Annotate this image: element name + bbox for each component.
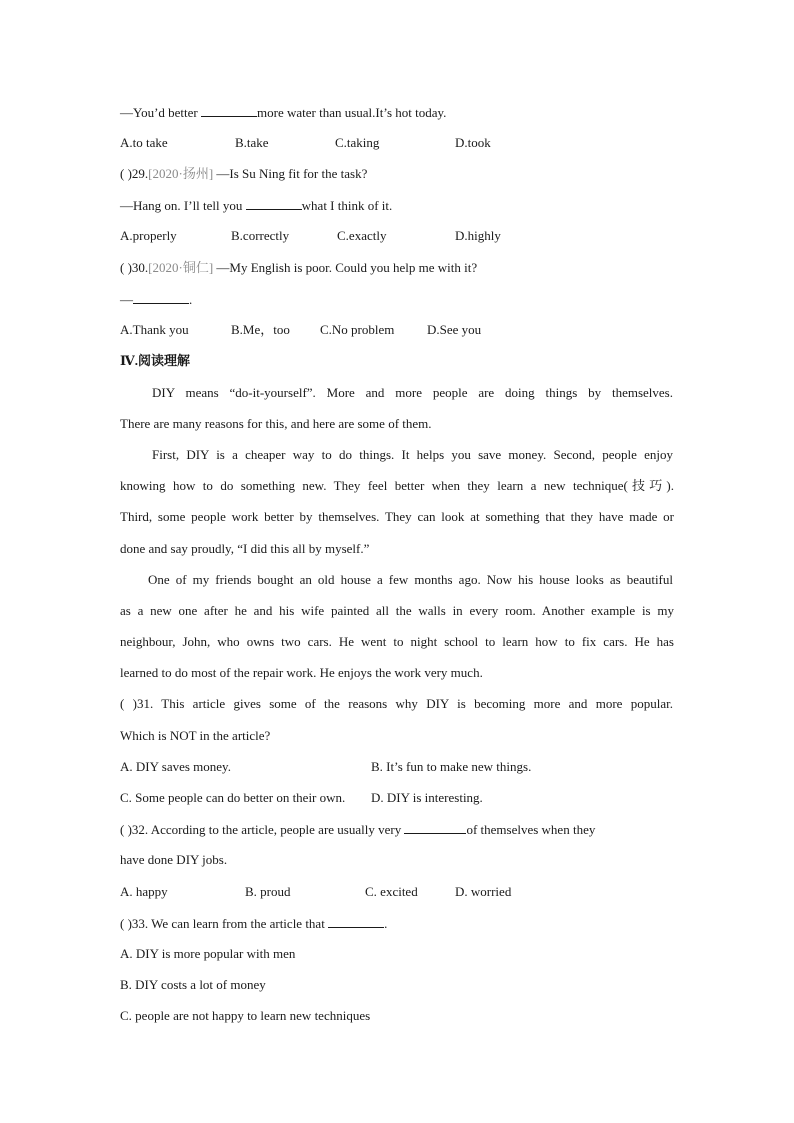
passage-p3-line1: One of my friends bought an old house a few months ago. Now his house looks as beautiful <box>148 572 673 587</box>
passage-p2-line1: First, DIY is a cheaper way to do things. It helps you save money. Second, people enjoy <box>152 447 673 462</box>
q30-source: [2020·铜仁] <box>148 260 214 275</box>
q32-question-post: of themselves when they <box>466 822 596 837</box>
q32-option-a: A. happy <box>120 884 168 899</box>
q32-question-pre: ( )32. According to the article, people are usually very <box>120 822 405 837</box>
passage-p1-line2: There are many reasons for this, and here are some of them. <box>120 416 432 431</box>
q30-reply-pre: — <box>120 292 133 307</box>
q31-question-line2: Which is NOT in the article? <box>120 728 271 743</box>
passage-p3-line3: neighbour, John, who owns two cars. He went to night school to learn how to fix cars. He has <box>120 634 674 649</box>
q33-question-pre: ( )33. We can learn from the article that <box>120 916 329 931</box>
q32-option-c: C. excited <box>365 884 418 899</box>
q28-option-a: A.to take <box>120 135 168 150</box>
q31-option-a: A. DIY saves money. <box>120 759 231 774</box>
q33-option-b: B. DIY costs a lot of money <box>120 977 266 992</box>
q30-option-a: A.Thank you <box>120 322 189 337</box>
q31-question: ( )31. This article gives some of the reasons why DIY is becoming more and more popular. <box>120 696 673 711</box>
q30-question <box>120 260 675 276</box>
q30-reply <box>120 291 675 308</box>
q28-option-d: D.took <box>455 135 491 150</box>
passage-p3-line2: as a new one after he and his wife painted all the walls in every room. Another example is my <box>120 603 674 618</box>
q33-question-post: . <box>384 916 388 931</box>
q29-number: ( )29. <box>120 166 149 181</box>
passage-p3-line4: learned to do most of the repair work. He enjoys the work very much. <box>120 665 483 680</box>
q29-option-c: C.exactly <box>337 228 387 243</box>
passage-p2-line4: done and say proudly, “I did this all by myself.” <box>120 541 370 556</box>
answer-blank[interactable] <box>133 291 189 304</box>
section-heading: Ⅳ.阅读理解 <box>120 353 191 368</box>
answer-blank[interactable] <box>246 197 302 210</box>
passage-p1-line1: DIY means “do-it-yourself”. More and more people are doing things by themselves. <box>152 385 673 400</box>
q30-question-text: —My English is poor. Could you help me with it? <box>213 260 478 275</box>
q30-reply-post: . <box>189 292 193 307</box>
passage-p2-line3: Third, some people work better by themselves. They can look at something that they have made or <box>120 509 674 524</box>
q29-reply-pre: —Hang on. I’ll tell you <box>120 198 246 213</box>
q32-option-d: D. worried <box>455 884 512 899</box>
q33-question <box>120 915 675 932</box>
q30-option-d: D.See you <box>427 322 482 337</box>
q33-option-a: A. DIY is more popular with men <box>120 946 296 961</box>
q28-line <box>120 104 675 121</box>
q29-question <box>120 166 675 182</box>
q29-reply-post: what I think of it. <box>301 198 393 213</box>
answer-blank[interactable] <box>201 104 257 117</box>
q30-number: ( )30. <box>120 260 149 275</box>
q28-line-pre: —You’d better <box>120 105 202 120</box>
q29-option-d: D.highly <box>455 228 501 243</box>
q32-question-line2: have done DIY jobs. <box>120 852 228 867</box>
q28-option-b: B.take <box>235 135 269 150</box>
q31-option-c: C. Some people can do better on their own. <box>120 790 346 805</box>
answer-blank[interactable] <box>404 821 466 834</box>
passage-p2-line2: knowing how to do something new. They feel better when they learn a new technique(技巧). <box>120 478 674 493</box>
q29-source: [2020·扬州] <box>148 166 214 181</box>
q32-option-b: B. proud <box>245 884 291 899</box>
q29-option-a: A.properly <box>120 228 177 243</box>
q28-option-c: C.taking <box>335 135 380 150</box>
q31-option-b: B. It’s fun to make new things. <box>371 759 532 774</box>
q31-option-d: D. DIY is interesting. <box>371 790 483 805</box>
q30-option-c: C.No problem <box>320 322 395 337</box>
q29-question-text: —Is Su Ning fit for the task? <box>213 166 368 181</box>
q29-reply <box>120 197 675 214</box>
q28-line-post: more water than usual.It’s hot today. <box>257 105 447 120</box>
q32-question <box>120 821 675 838</box>
q33-option-c: C. people are not happy to learn new techniques <box>120 1008 371 1023</box>
answer-blank[interactable] <box>328 915 384 928</box>
q30-option-b: B.Me，too <box>231 322 290 337</box>
q29-option-b: B.correctly <box>231 228 290 243</box>
